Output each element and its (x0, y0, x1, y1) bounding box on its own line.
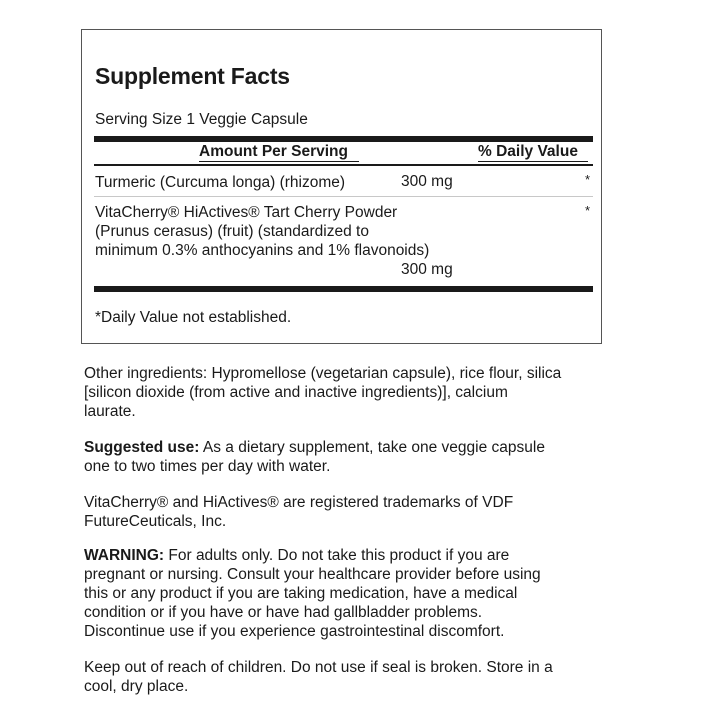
warning-text: For adults only. Do not take this product if you are (164, 547, 510, 564)
tart-cherry-amount: 300 mg (401, 261, 453, 278)
turmeric-amount: 300 mg (401, 173, 453, 190)
daily-value-header: % Daily Value (478, 143, 578, 160)
footer-rule-thick (94, 286, 593, 292)
ingredient-tart-cherry-line-2: (Prunus cerasus) (fruit) (standardized to (95, 223, 369, 240)
dv-header-underline (478, 161, 588, 162)
suggested-use-text: As a dietary supplement, take one veggie capsule (199, 439, 545, 456)
ingredient-turmeric: Turmeric (Curcuma longa) (rhizome) (95, 174, 346, 191)
amount-per-serving-header: Amount Per Serving (199, 143, 348, 160)
header-rule (94, 164, 593, 166)
warning-text: condition or if you have or have had gallbladder problems. (84, 604, 483, 621)
other-ingredients-line: Other ingredients: Hypromellose (vegetarian capsule), rice flour, silica (84, 365, 562, 382)
tart-cherry-dv: * (585, 203, 591, 218)
other-ingredients-line: [silicon dioxide (from active and inactive ingredients)], calcium (84, 384, 508, 401)
trademark-notice (84, 493, 624, 531)
ingredient-tart-cherry-line-1: VitaCherry® HiActives® Tart Cherry Powder (95, 204, 398, 221)
amount-header-underline (199, 161, 359, 162)
trademark-line: FutureCeuticals, Inc. (84, 513, 227, 530)
ingredient-tart-cherry-line-3: minimum 0.3% anthocyanins and 1% flavonoids) (95, 242, 430, 259)
suggested-use-text: one to two times per day with water. (84, 458, 331, 475)
supplement-facts-title: Supplement Facts (95, 63, 290, 89)
row-divider (94, 196, 593, 197)
warning-text: pregnant or nursing. Consult your healthcare provider before using (84, 566, 541, 583)
storage-line: cool, dry place. (84, 678, 189, 695)
serving-size: Serving Size 1 Veggie Capsule (95, 111, 308, 128)
storage-instructions (84, 658, 624, 696)
turmeric-dv: * (585, 172, 591, 187)
other-ingredients (84, 364, 624, 421)
storage-line: Keep out of reach of children. Do not use if seal is broken. Store in a (84, 659, 553, 676)
other-ingredients-line: laurate. (84, 403, 136, 420)
suggested-use (84, 438, 624, 476)
daily-value-footnote: *Daily Value not established. (95, 309, 292, 326)
supplement-facts-panel (81, 29, 602, 344)
warning-label: WARNING: (84, 547, 165, 564)
warning-text: this or any product if you are taking medication, have a medical (84, 585, 518, 602)
warning (84, 546, 624, 641)
suggested-use-label: Suggested use: (84, 439, 200, 456)
trademark-line: VitaCherry® and HiActives® are registered trademarks of VDF (84, 494, 514, 511)
header-rule-thick (94, 136, 593, 142)
warning-text: Discontinue use if you experience gastrointestinal discomfort. (84, 623, 505, 640)
